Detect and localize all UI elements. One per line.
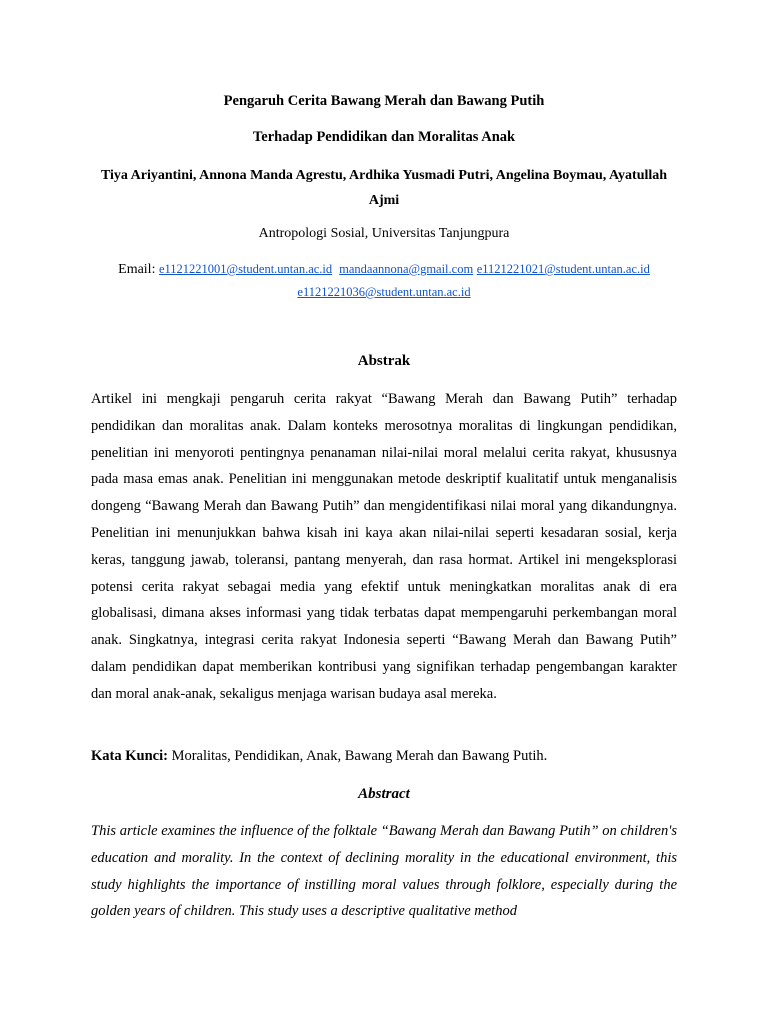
abstract-heading: Abstract xyxy=(358,786,410,802)
email-link-1[interactable]: e1121221001@student.untan.ac.id xyxy=(158,262,333,276)
abstrak-heading: Abstrak xyxy=(357,353,411,369)
abstract-paragraph: This article examines the influence of the folktale “Bawang Merah dan Bawang Putih” on children's education and morality. In the context of declining morality in the educational environment, this study highlights the importance of instilling moral values through folklore, especially during the golden years of children. This study uses a descriptive qualitative method xyxy=(91,823,677,920)
keywords-line xyxy=(91,748,677,765)
email-label: Email: xyxy=(118,262,156,277)
email-block xyxy=(80,258,688,304)
email-link-4[interactable]: e1121221036@student.untan.ac.id xyxy=(297,285,471,299)
keywords-text: Moralitas, Pendidikan, Anak, Bawang Merah dan Bawang Putih. xyxy=(167,748,548,764)
paper-title-line-1: Pengaruh Cerita Bawang Merah dan Bawang Putih xyxy=(223,93,545,109)
email-link-2[interactable]: mandaannona@gmail.com xyxy=(339,262,474,276)
abstrak-paragraph: Artikel ini mengkaji pengaruh cerita rakyat “Bawang Merah dan Bawang Putih” terhadap pendidikan dan moralitas anak. Dalam konteks merosotnya moralitas di lingkungan pendidikan, penelitian ini menyoroti pentingnya penanaman nilai-nilai moral melalui cerita rakyat, khususnya pada masa emas anak. Penelitian ini menggunakan metode deskriptif kualitatif untuk menganalisis dongeng “Bawang Merah dan Bawang Putih” dan mengidentifikasi nilai moral yang dikandungnya. Penelitian ini menunjukkan bahwa kisah ini kaya akan nilai-nilai seperti kesadaran sosial, kerja keras, tanggung jawab, toleransi, pantang menyerah, dan rasa hormat. Artikel ini mengeksplorasi potensi cerita rakyat sebagai media yang efektif untuk meningkatkan moralitas anak di era globalisasi, dimana akses informasi yang tidak terbatas dapat mempengaruhi perkembangan moral anak. Singkatnya, integrasi cerita rakyat Indonesia seperti “Bawang Merah dan Bawang Putih” dalam pendidikan dapat memberikan kontribusi yang signifikan terhadap pengembangan karakter dan moral anak-anak, sekaligus menjaga warisan budaya asal mereka. xyxy=(91,391,677,702)
affiliation: Antropologi Sosial, Universitas Tanjungpura xyxy=(258,226,510,241)
author-list: Tiya Ariyantini, Annona Manda Agrestu, Ardhika Yusmadi Putri, Angelina Boymau, Ayatullah Ajmi xyxy=(100,168,668,208)
keywords-label: Kata Kunci: xyxy=(91,748,168,764)
paper-title-line-2: Terhadap Pendidikan dan Moralitas Anak xyxy=(252,129,516,145)
email-link-3[interactable]: e1121221021@student.untan.ac.id xyxy=(476,262,650,276)
